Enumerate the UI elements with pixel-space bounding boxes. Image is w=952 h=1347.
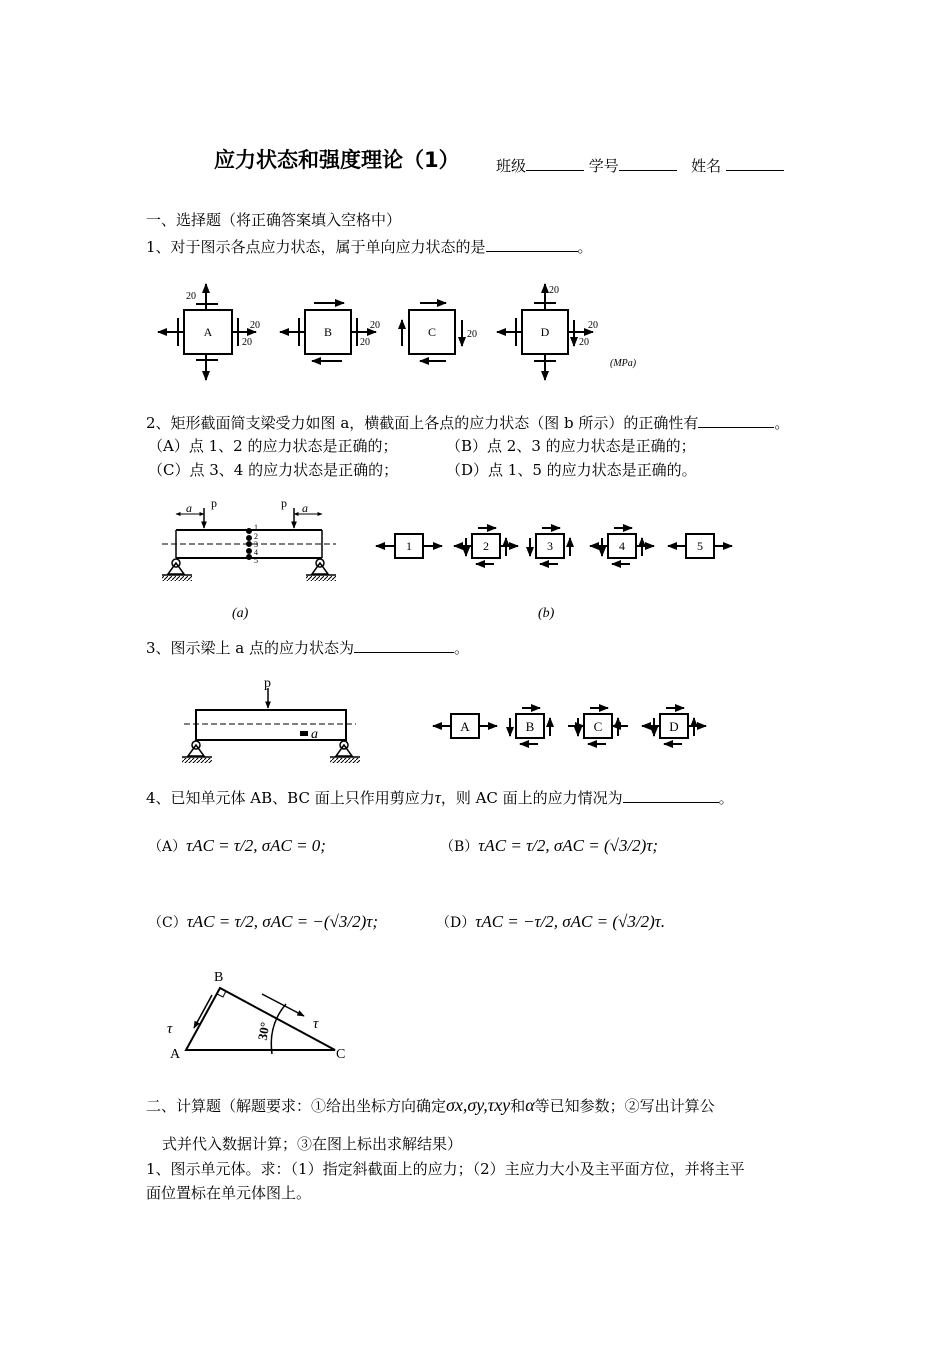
section2-q1-line1: 1、图示单元体。求：（1）指定斜截面上的应力；（2）主应力大小及主平面方位，并将主平 xyxy=(146,1160,745,1178)
q4-option-a-tag: （A） xyxy=(148,839,187,855)
q1-value-a-top: 20 xyxy=(186,291,196,302)
class-label: 班级 xyxy=(496,157,527,175)
page-title: 应力状态和强度理论（1） xyxy=(214,148,460,172)
q2-load-right: p xyxy=(281,496,287,510)
q1-end: 。 xyxy=(577,238,593,256)
q2-end: 。 xyxy=(774,414,790,432)
q4-option-d-tag: （D） xyxy=(436,915,476,931)
name-label: 姓名 xyxy=(691,157,722,175)
q4-option-a xyxy=(148,836,326,857)
q2-point-2: 2 xyxy=(254,532,258,541)
q4-option-b-formula: τAC = τ/2, σAC = (√3/2)τ; xyxy=(478,836,659,855)
section2-heading-alpha: α xyxy=(525,1095,535,1115)
q2-point-1: 1 xyxy=(254,523,258,532)
section2-heading-line2: 式并代入数据计算；③在图上标出求解结果） xyxy=(162,1135,463,1153)
q1-value-a-right: 20 xyxy=(250,320,260,331)
q2-option-a: （A）点 1、2 的应力状态是正确的； xyxy=(148,437,398,455)
q3-point-label: a xyxy=(311,727,318,742)
q1-value-a-shear: 20 xyxy=(242,337,252,348)
q2-option-c: （C）点 3、4 的应力状态是正确的； xyxy=(148,461,399,479)
q3-load-label: p xyxy=(264,676,271,691)
q1-stem-text: 1、对于图示各点应力状态，属于单向应力状态的是 xyxy=(146,238,486,256)
q4-stem xyxy=(146,787,734,808)
q4-angle-label: 30° xyxy=(254,1020,273,1042)
q1-label-d: D xyxy=(540,325,550,339)
q3-end: 。 xyxy=(454,639,470,657)
q1-unit: (MPa) xyxy=(610,358,637,369)
q2-option-d: （D）点 1、5 的应力状态是正确的。 xyxy=(446,461,697,479)
section2-q1-line2: 面位置标在单元体图上。 xyxy=(146,1184,312,1202)
q1-value-d-top: 20 xyxy=(549,285,559,296)
q2-point-5: 5 xyxy=(254,556,258,565)
q1-label-c: C xyxy=(427,325,437,339)
q4-stem-text-a: 4、已知单元体 AB、BC 面上只作用剪应力 xyxy=(146,789,435,807)
q2-caption-a: (a) xyxy=(232,606,249,621)
q4-label-a: A xyxy=(170,1047,181,1062)
q1-value-d-shear: 20 xyxy=(579,337,589,348)
q2-dist-right: a xyxy=(302,501,308,515)
q4-option-c-tag: （C） xyxy=(148,915,187,931)
q3-element-d: D xyxy=(669,719,679,734)
q2-element-3: 3 xyxy=(547,539,553,553)
q3-beam-figure xyxy=(182,688,360,763)
q4-tau-left: τ xyxy=(167,1021,173,1037)
q3-answer-blank[interactable] xyxy=(354,637,454,653)
q1-value-d-right: 20 xyxy=(588,320,598,331)
q2-caption-b: (b) xyxy=(538,606,555,621)
section1-heading: 一、选择题（将正确答案填入空格中） xyxy=(146,211,402,229)
q2-element-5: 5 xyxy=(697,539,703,553)
id-label: 学号 xyxy=(588,157,619,175)
section2-heading xyxy=(146,1095,715,1116)
q4-stem-text-b: ，则 AC 面上的应力情况为 xyxy=(440,789,623,807)
q2-element-1: 1 xyxy=(406,539,412,553)
q2-elements xyxy=(376,528,732,564)
q4-option-a-formula: τAC = τ/2, σAC = 0; xyxy=(186,836,326,855)
q2-point-4: 4 xyxy=(254,548,258,557)
section2-heading-and: 和 xyxy=(510,1097,526,1115)
q2-load-left: p xyxy=(211,496,217,510)
q1-value-c: 20 xyxy=(467,329,477,340)
q2-element-4: 4 xyxy=(619,539,625,553)
q3-element-c: C xyxy=(593,719,603,734)
section2-heading-vars: σx,σy,τxy xyxy=(446,1095,511,1115)
q4-stem-tau: τ xyxy=(434,788,441,807)
q4-option-c-formula: τAC = τ/2, σAC = −(√3/2)τ; xyxy=(186,912,378,931)
q1-label-a: A xyxy=(203,325,213,339)
q2-beam-figure xyxy=(162,508,336,581)
q4-option-d xyxy=(436,912,665,933)
section2-heading-b: 等已知参数；②写出计算公 xyxy=(534,1097,715,1115)
q2-answer-blank[interactable] xyxy=(698,412,774,428)
section2-heading-a: 二、计算题（解题要求：①给出坐标方向确定 xyxy=(146,1097,447,1115)
q4-option-c xyxy=(148,912,378,933)
q4-option-d-formula: τAC = −τ/2, σAC = (√3/2)τ. xyxy=(475,912,666,931)
q3-element-b: B xyxy=(525,719,535,734)
q3-stem xyxy=(146,637,469,658)
q3-stem-text: 3、图示梁上 a 点的应力状态为 xyxy=(146,639,355,657)
q3-element-a: A xyxy=(460,719,470,734)
q4-option-b xyxy=(440,836,658,857)
q4-answer-blank[interactable] xyxy=(623,787,719,803)
q2-dist-left: a xyxy=(186,501,192,515)
q4-label-c: C xyxy=(336,1047,346,1062)
q2-option-b: （B）点 2、3 的应力状态是正确的； xyxy=(446,437,696,455)
q1-label-b: B xyxy=(323,325,333,339)
q4-label-b: B xyxy=(214,970,224,985)
q1-value-b-shear: 20 xyxy=(360,337,370,348)
q1-value-b-right: 20 xyxy=(370,320,380,331)
q2-stem-text: 2、矩形截面简支梁受力如图 a，横截面上各点的应力状态（图 b 所示）的正确性有 xyxy=(146,414,699,432)
q4-option-b-tag: （B） xyxy=(440,839,479,855)
q3-elements xyxy=(433,708,706,744)
q2-element-2: 2 xyxy=(483,539,489,553)
q4-end: 。 xyxy=(718,789,734,807)
q2-stem xyxy=(146,412,789,433)
q2-point-3: 3 xyxy=(254,540,258,549)
q4-tau-right: τ xyxy=(313,1016,319,1032)
